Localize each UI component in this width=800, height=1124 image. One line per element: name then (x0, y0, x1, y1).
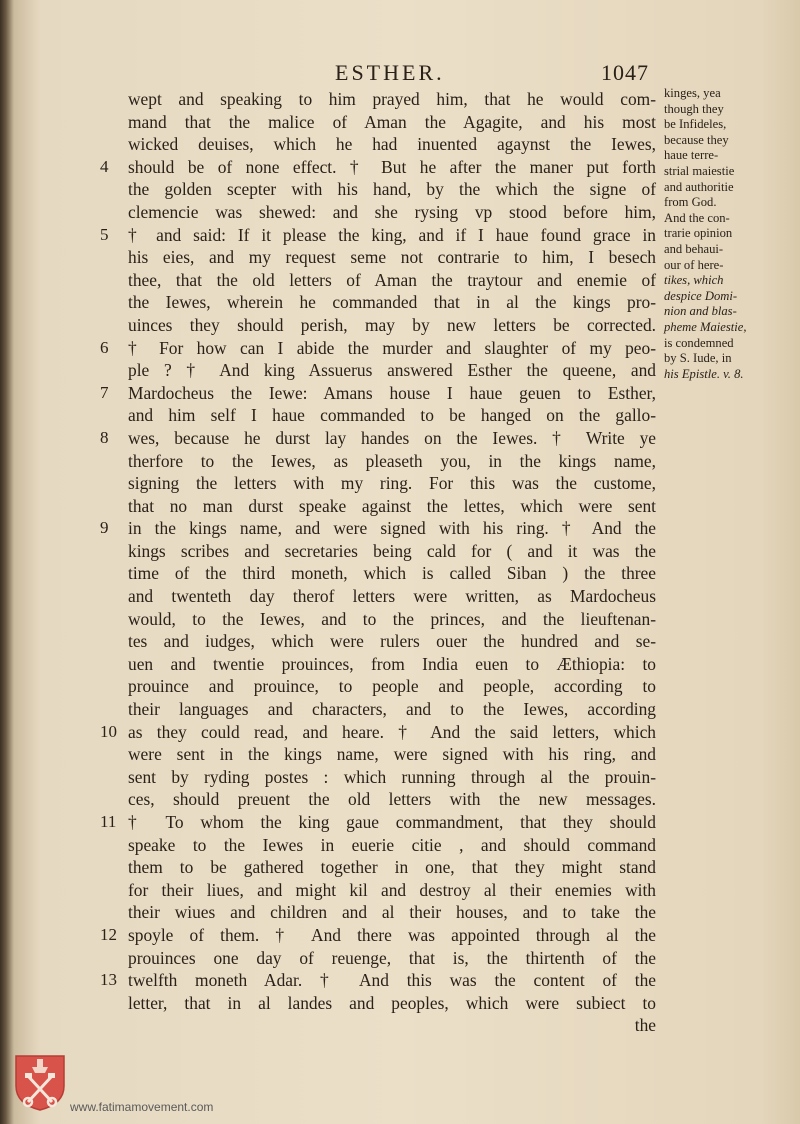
margin-note-line: his Epistle. v. 8. (664, 366, 744, 381)
text-line (128, 291, 656, 314)
line-text: mand that the malice of Aman the Agagite, and his most (128, 111, 656, 132)
line-text: Mardocheus the Iewe: Amans house I haue geuen to Esther, (128, 382, 656, 403)
line-text: speake to the Iewes in euerie citie , and should command (128, 834, 656, 855)
body-text (100, 88, 656, 1037)
line-text: ple ? † And king Assuerus answered Esther the queene, and (128, 360, 656, 381)
text-line (100, 337, 656, 360)
margin-note-line: despice Domi- (664, 288, 738, 303)
text-line (128, 472, 656, 495)
verse-number: 6 (100, 337, 109, 357)
margin-note-line: strial maiestie (664, 163, 735, 178)
line-text: kings scribes and secretaries being cald for ( and it was the (128, 540, 656, 561)
line-text: as they could read, and heare. † And the said letters, which (128, 721, 656, 742)
running-head: ESTHER. (335, 60, 445, 85)
margin-note-line: nion and blas- (664, 304, 737, 319)
line-text: prouinces one day of reuenge, that is, the thirtenth of the (128, 947, 656, 968)
line-text: therfore to the Iewes, as pleaseth you, in the kings name, (128, 450, 656, 471)
text-line (128, 698, 656, 721)
text-line (100, 156, 656, 179)
text-line (100, 382, 656, 405)
text-line (100, 517, 656, 540)
text-line (128, 608, 656, 631)
line-text: tes and iudges, which were rulers ouer the hundred and se- (128, 631, 656, 652)
margin-note-line: and behaui- (664, 241, 724, 256)
margin-note-line: be Infideles, (664, 117, 727, 132)
verse-number: 8 (100, 427, 109, 447)
line-text: and twenteth day therof letters were written, as Mardocheus (128, 586, 656, 607)
margin-note (664, 86, 784, 382)
verse-number: 5 (100, 224, 109, 244)
text-line (128, 788, 656, 811)
line-text: wes, because he durst lay handes on the Iewes. † Write ye (128, 427, 656, 448)
text-line (100, 969, 656, 992)
watermark-url[interactable]: www.fatimamovement.com (70, 1100, 214, 1114)
text-line (128, 133, 656, 156)
text-line (128, 314, 656, 337)
text-line (128, 359, 656, 382)
line-text: them to be gathered together in one, that they might stand (128, 857, 656, 878)
papal-keys-logo-icon (12, 1052, 68, 1112)
text-line (128, 585, 656, 608)
text-line (128, 178, 656, 201)
line-text: wicked deuises, which he had inuented agaynst the Iewes, (128, 134, 656, 155)
text-line (128, 111, 656, 134)
line-text: the golden scepter with his hand, by the which the signe of (128, 179, 656, 200)
line-text: sent by ryding postes : which running through al the prouin- (128, 766, 656, 787)
line-text: in the kings name, and were signed with his ring. † And the (128, 518, 656, 539)
line-text: spoyle of them. † And there was appointed through al the (128, 924, 656, 945)
line-text: uen and twentie prouinces, from India euen to Æthiopia: to (128, 653, 656, 674)
text-line (128, 246, 656, 269)
line-text: should be of none effect. † But he after the maner put forth (128, 156, 656, 177)
line-text: letter, that in al landes and peoples, which were subiect to (128, 992, 656, 1013)
text-line (128, 675, 656, 698)
text-line (128, 562, 656, 585)
line-text: would, to the Iewes, and to the princes, and the lieuftenan- (128, 608, 656, 629)
line-text: their languages and characters, and to the Iewes, according (128, 699, 656, 720)
text-line (128, 630, 656, 653)
page-number: 1047 (601, 60, 649, 85)
text-line (128, 856, 656, 879)
margin-note-line: trarie opinion (664, 226, 733, 241)
line-text: twelfth moneth Adar. † And this was the content of the (128, 970, 656, 991)
text-line (128, 992, 656, 1015)
line-text: ces, should preuent the old letters with the new messages. (128, 789, 656, 810)
text-line (100, 721, 656, 744)
verse-number: 4 (100, 156, 109, 176)
text-line (128, 901, 656, 924)
margin-note-line: is condemned (664, 335, 734, 350)
margin-note-line: though they (664, 101, 724, 116)
line-text: wept and speaking to him prayed him, that he would com- (128, 89, 656, 109)
text-line (128, 1014, 656, 1037)
line-text: time of the third moneth, which is called Siban ) the three (128, 563, 656, 584)
verse-number: 9 (100, 518, 109, 538)
margin-note-line: and authoritie (664, 179, 734, 194)
line-text: were sent in the kings name, were signed with his ring, and (128, 744, 656, 765)
margin-note-line: from God. (664, 195, 717, 210)
text-line (128, 834, 656, 857)
line-text: and him self I haue commanded to be hanged on the gallo- (128, 405, 656, 426)
line-text: signing the letters with my ring. For this was the custome, (128, 473, 656, 494)
line-text: for their liues, and might kil and destroy al their enemies with (128, 879, 656, 900)
text-line (128, 88, 656, 111)
text-line (128, 201, 656, 224)
text-line (128, 269, 656, 292)
verse-number: 7 (100, 382, 109, 402)
margin-note-line: because they (664, 132, 729, 147)
margin-note-line: tikes, which (664, 273, 724, 288)
text-line (100, 924, 656, 947)
text-line (100, 224, 656, 247)
line-text: prouince and prouince, to people and people, according to (128, 676, 656, 697)
text-line (128, 450, 656, 473)
verse-number: 11 (100, 812, 117, 831)
line-text: that no man durst speake against the lettes, which were sent (128, 495, 656, 516)
text-line (128, 743, 656, 766)
margin-note-line: pheme Maiestie, (664, 319, 747, 334)
line-text: † To whom the king gaue commandment, that they should (128, 812, 656, 832)
text-line (100, 427, 656, 450)
text-line (100, 811, 656, 834)
verse-number: 10 (100, 721, 117, 741)
line-text: † and said: If it please the king, and if I haue found grace in (128, 224, 656, 245)
line-text: the Iewes, wherein he commanded that in al the kings pro- (128, 292, 656, 313)
text-line (128, 540, 656, 563)
verse-number: 13 (100, 970, 117, 990)
margin-note-line: by S. Iude, in (664, 351, 732, 366)
line-text: † For how can I abide the murder and slaughter of my peo- (128, 337, 656, 358)
margin-note-line: kinges, yea (664, 86, 721, 100)
line-text: his eies, and my request seme not contrarie to him, I besech (128, 247, 656, 268)
text-line (128, 879, 656, 902)
line-text: their wiues and children and al their houses, and to take the (128, 902, 656, 923)
line-text: clemencie was shewed: and she rysing vp stood before him, (128, 201, 656, 222)
line-text: the (634, 1015, 656, 1036)
margin-note-line: our of here- (664, 257, 724, 272)
text-line (128, 404, 656, 427)
text-line (128, 947, 656, 970)
margin-note-line: haue terre- (664, 148, 719, 163)
text-line (128, 766, 656, 789)
text-line (128, 653, 656, 676)
text-line (128, 495, 656, 518)
line-text: uinces they should perish, may by new letters be corrected. (128, 314, 656, 335)
line-text: thee, that the old letters of Aman the traytour and enemie of (128, 269, 656, 290)
margin-note-line: And the con- (664, 210, 730, 225)
verse-number: 12 (100, 924, 117, 944)
